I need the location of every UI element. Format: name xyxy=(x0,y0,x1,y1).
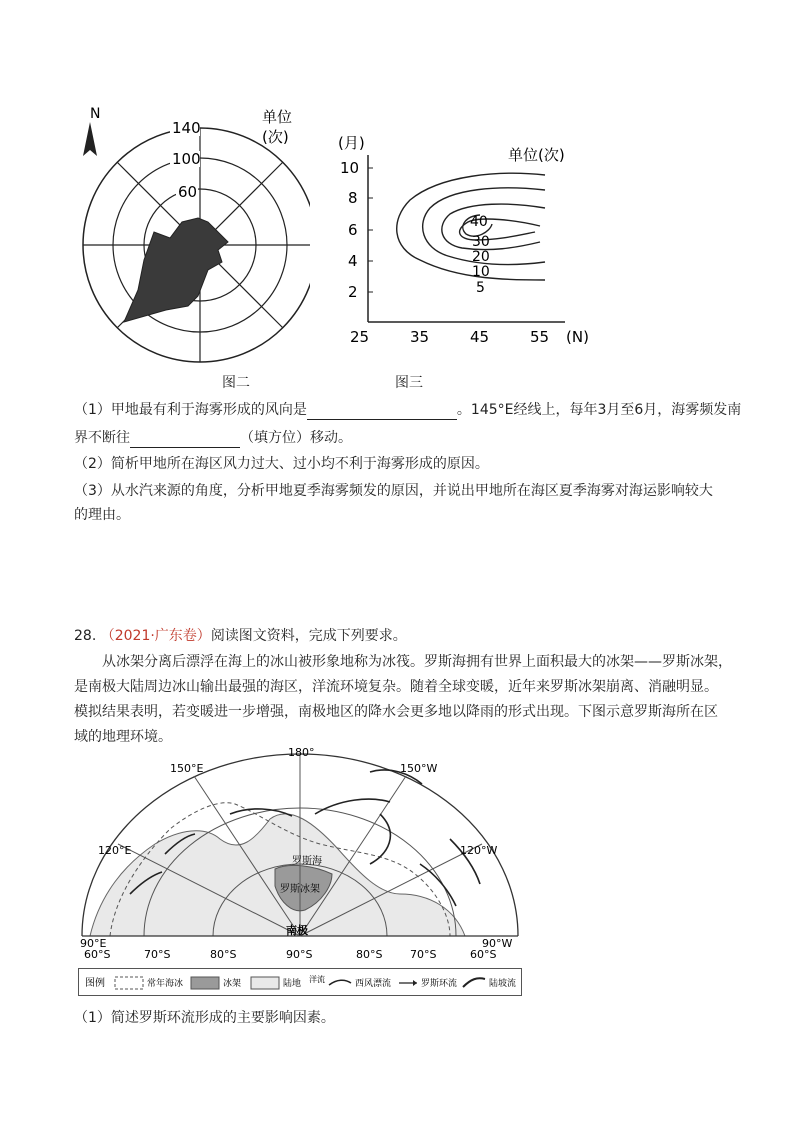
legend-ice-shelf-swatch xyxy=(191,977,219,989)
legend-ice-shelf: 冰架 xyxy=(223,979,242,989)
meridian-90W: 90°W xyxy=(482,937,513,950)
x-tick-35: 35 xyxy=(410,328,430,346)
meridian-150E: 150°E xyxy=(170,762,204,775)
lat-label-60S-right: 60°S xyxy=(470,948,497,961)
ross-sea-map xyxy=(70,744,530,994)
unit-sub-label: (次) xyxy=(262,128,289,146)
lat-label-80S-right: 80°S xyxy=(356,948,383,961)
answer-blank-wind-direction[interactable] xyxy=(307,404,457,420)
legend-current-title: 洋流 xyxy=(309,975,325,984)
ring-label-100: 100 xyxy=(172,150,201,168)
q28-passage-line2: 是南极大陆周边冰山输出最强的海区，洋流环境复杂。随着全球变暖，近年来罗斯冰架崩离、消融明显。 xyxy=(74,679,718,695)
q27-2: （2）简析甲地所在海区风力过大、过小均不利于海雾形成的原因。 xyxy=(74,456,489,472)
y-tick-8: 8 xyxy=(348,189,358,207)
q27-3-line2: 的理由。 xyxy=(74,507,130,523)
lat-label-60S-left: 60°S xyxy=(84,948,111,961)
meridian-90E: 90°E xyxy=(80,937,107,950)
x-unit-label: (N) xyxy=(566,328,589,346)
chart-unit-label: 单位(次) xyxy=(508,146,565,164)
figure3-contour-chart xyxy=(330,130,600,350)
x-ticks xyxy=(350,328,589,346)
x-tick-45: 45 xyxy=(470,328,490,346)
legend-land: 陆地 xyxy=(283,979,302,989)
legend-ross-gyre: 罗斯环流 xyxy=(421,979,458,989)
q28-1: （1）简述罗斯环流形成的主要影响因素。 xyxy=(74,1010,335,1026)
wind-frequency-polygon xyxy=(124,218,228,322)
x-tick-55: 55 xyxy=(530,328,550,346)
q27-1-line1: （1）甲地最有利于海雾形成的风向是 。145°E经线上，每年3月至6月，海雾频发南 xyxy=(74,402,742,418)
meridian-180: 180° xyxy=(288,746,315,759)
y-unit-label: (月) xyxy=(338,134,365,152)
meridian-120W: 120°W xyxy=(460,844,498,857)
legend-slope-icon xyxy=(463,978,485,987)
figure2-wind-rose xyxy=(70,100,310,370)
legend-land-swatch xyxy=(251,977,279,989)
contour-label-30: 30 xyxy=(472,234,490,250)
contour-label-5: 5 xyxy=(476,280,485,296)
question-instruction: 阅读图文资料，完成下列要求。 xyxy=(210,628,407,644)
meridian-150W: 150°W xyxy=(400,762,438,775)
q28-passage-line4: 域的地理环境。 xyxy=(74,729,172,745)
q27-3-line1: （3）从水汽来源的角度，分析甲地夏季海雾频发的原因，并说出甲地所在海区夏季海雾对海运影响较大 xyxy=(74,483,713,499)
lat-label-70S-left: 70°S xyxy=(144,948,171,961)
unit-label: 单位 xyxy=(262,108,293,126)
question-source: （2021·广东卷） xyxy=(100,628,211,644)
contour-label-10: 10 xyxy=(472,264,490,280)
q27-1-line2: 界不断往 （填方位）移动。 xyxy=(74,430,352,446)
contour-label-20: 20 xyxy=(472,249,490,265)
ring-label-140: 140 xyxy=(172,119,201,137)
ross-ice-shelf-label: 罗斯冰架 xyxy=(280,884,320,895)
y-tick-6: 6 xyxy=(348,221,358,239)
north-label: N xyxy=(90,106,101,122)
figure2-caption: 图二 xyxy=(222,375,250,391)
y-tick-10: 10 xyxy=(340,159,360,177)
answer-blank-direction[interactable] xyxy=(130,432,240,448)
q28-passage-line3: 模拟结果表明，若变暖进一步增强，南极地区的降水会更多地以降雨的形式出现。下图示意罗斯海所在区 xyxy=(74,704,718,720)
figure3-caption: 图三 xyxy=(395,375,423,391)
meridian-120E: 120°E xyxy=(98,844,132,857)
ross-sea-label: 罗斯海 xyxy=(292,856,322,867)
legend-sea-ice-swatch xyxy=(115,977,143,989)
q28-header xyxy=(74,626,407,646)
map-legend xyxy=(78,968,522,996)
y-tick-4: 4 xyxy=(348,252,358,270)
x-tick-25: 25 xyxy=(350,328,370,346)
legend-sea-ice: 常年海冰 xyxy=(147,979,184,989)
y-tick-2: 2 xyxy=(348,283,358,301)
lat-label-70S-right: 70°S xyxy=(410,948,437,961)
ring-label-60: 60 xyxy=(178,183,198,201)
legend-graphic xyxy=(79,969,521,995)
q28-passage-line1: 从冰架分离后漂浮在海上的冰山被形象地称为冰筏。罗斯海拥有世界上面积最大的冰架——罗斯冰架， xyxy=(102,654,732,670)
legend-westwind-icon xyxy=(329,980,351,985)
legend-slope: 陆坡流 xyxy=(489,979,517,989)
legend-title: 图例 xyxy=(85,978,105,989)
south-pole-label: 南极 xyxy=(286,924,308,937)
lat-label-90S: 90°S xyxy=(286,948,313,961)
legend-westwind: 西风漂流 xyxy=(355,979,392,989)
north-arrow-icon xyxy=(83,122,97,156)
question-number: 28. xyxy=(74,628,97,644)
contour-label-40: 40 xyxy=(470,214,488,230)
lat-label-80S-left: 80°S xyxy=(210,948,237,961)
